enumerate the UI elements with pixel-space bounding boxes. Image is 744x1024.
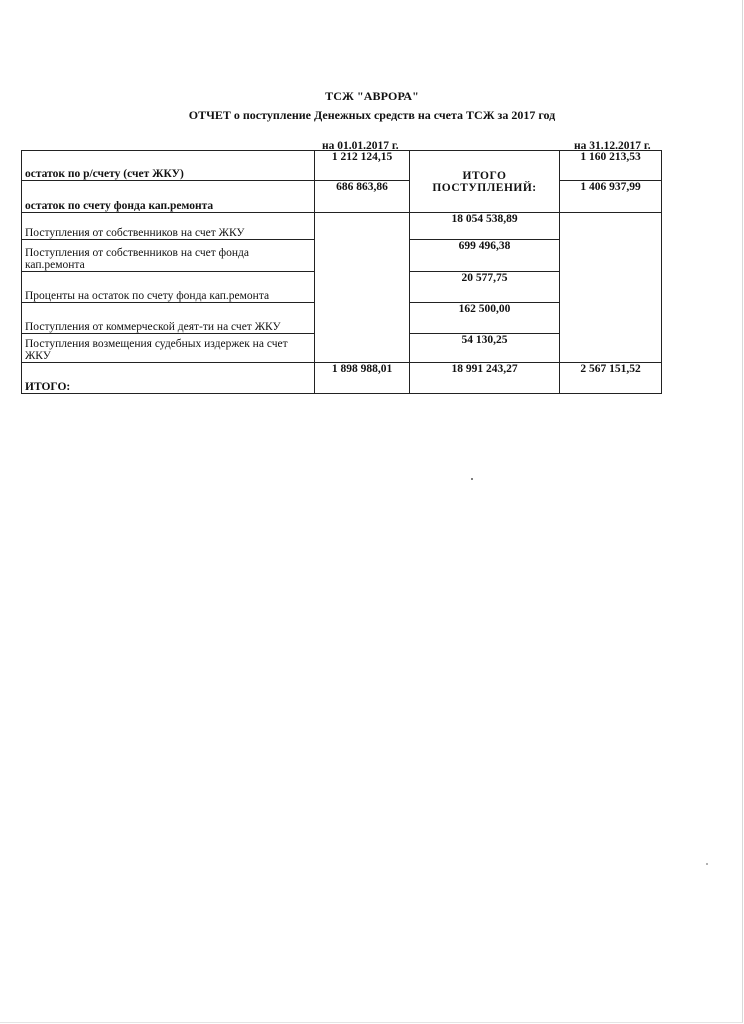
total-end: 2 567 151,52: [560, 363, 662, 394]
table-row: [22, 213, 662, 240]
empty-cell: [560, 213, 662, 363]
table-row: [22, 181, 662, 213]
income-label-owners-capfund: Поступления от собственников на счет фонда кап.ремонта: [22, 240, 315, 272]
balance-label-zhku: остаток по р/счету (счет ЖКУ): [22, 151, 315, 181]
organization-title: ТСЖ "АВРОРА": [325, 89, 419, 103]
total-income: 18 991 243,27: [410, 363, 560, 394]
income-label-interest: Проценты на остаток по счету фонда кап.ремонта: [22, 272, 315, 303]
income-amount-commercial: 162 500,00: [410, 303, 560, 334]
balance-end-capfund: 1 406 937,99: [560, 181, 662, 213]
balance-start-capfund: 686 863,86: [315, 181, 410, 213]
report-title: ОТЧЕТ о поступление Денежных средств на счета ТСЖ за 2017 год: [188, 108, 556, 122]
total-start: 1 898 988,01: [315, 363, 410, 394]
income-total-header: ИТОГО ПОСТУПЛЕНИЙ:: [410, 151, 560, 213]
report-table: [21, 150, 662, 394]
income-amount-interest: 20 577,75: [410, 272, 560, 303]
date-start-label: на 01.01.2017 г.: [322, 140, 399, 152]
income-amount-owners-capfund: 699 496,38: [410, 240, 560, 272]
scan-speck: [706, 863, 708, 865]
balance-start-zhku: 1 212 124,15: [315, 151, 410, 181]
income-amount-court: 54 130,25: [410, 334, 560, 363]
total-label: ИТОГО:: [22, 363, 315, 394]
income-label-commercial: Поступления от коммерческой деят-ти на счет ЖКУ: [22, 303, 315, 334]
table-row: [22, 151, 662, 181]
balance-label-capfund: остаток по счету фонда кап.ремонта: [22, 181, 315, 213]
income-amount-owners-zhku: 18 054 538,89: [410, 213, 560, 240]
income-label-court: Поступления возмещения судебных издержек на счет ЖКУ: [22, 334, 315, 363]
balance-end-zhku: 1 160 213,53: [560, 151, 662, 181]
date-end-label: на 31.12.2017 г.: [574, 140, 651, 152]
empty-cell: [315, 213, 410, 363]
scan-speck: [471, 478, 473, 480]
table-row: [22, 363, 662, 394]
income-label-owners-zhku: Поступления от собственников на счет ЖКУ: [22, 213, 315, 240]
